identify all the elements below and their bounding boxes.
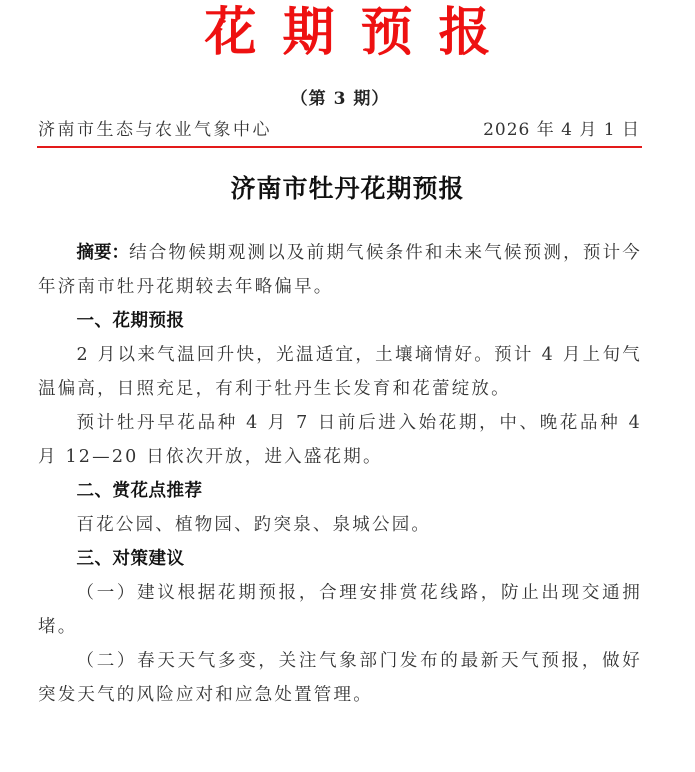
issue-number: （第 3 期） <box>290 89 390 109</box>
section-heading-viewing-spots: 二、赏花点推荐 <box>76 481 203 501</box>
recommendation-paragraph-2: （二）春天天气多变，关注气象部门发布的最新天气预报，做好突发天气的风险应对和应急处置管理。 <box>38 651 642 705</box>
abstract-label: 摘要： <box>76 243 130 263</box>
issue-date: 2026 年 4 月 1 日 <box>483 119 640 140</box>
viewing-spots-paragraph: 百花公园、植物园、趵突泉、泉城公园。 <box>76 515 432 535</box>
recommendation-paragraph-1: （一）建议根据花期预报，合理安排赏花线路，防止出现交通拥堵。 <box>38 583 642 637</box>
abstract-text: 结合物候期观测以及前期气候条件和未来气候预测，预计今年济南市牡丹花期较去年略偏早。 <box>38 243 643 297</box>
issuing-organization: 济南市生态与农业气象中心 <box>38 119 272 140</box>
forecast-paragraph-1: 2 月以来气温回升快，光温适宜，土壤墒情好。预计 4 月上旬气温偏高，日照充足，有利于牡丹生长发育和花蕾绽放。 <box>38 345 642 399</box>
masthead-title: 花期预报 <box>204 2 517 63</box>
abstract-paragraph <box>38 236 642 304</box>
section-heading-forecast: 一、花期预报 <box>76 311 185 331</box>
masthead-meta-row <box>38 114 640 140</box>
forecast-paragraph-2: 预计牡丹早花品种 4 月 7 日前后进入始花期，中、晚花品种 4 月 12—20 日依次开放，进入盛花期。 <box>38 413 642 467</box>
document-title: 济南市牡丹花期预报 <box>230 174 465 203</box>
section-heading-recommendations: 三、对策建议 <box>76 549 185 569</box>
red-divider-rule <box>37 146 642 148</box>
document-body <box>38 236 642 712</box>
